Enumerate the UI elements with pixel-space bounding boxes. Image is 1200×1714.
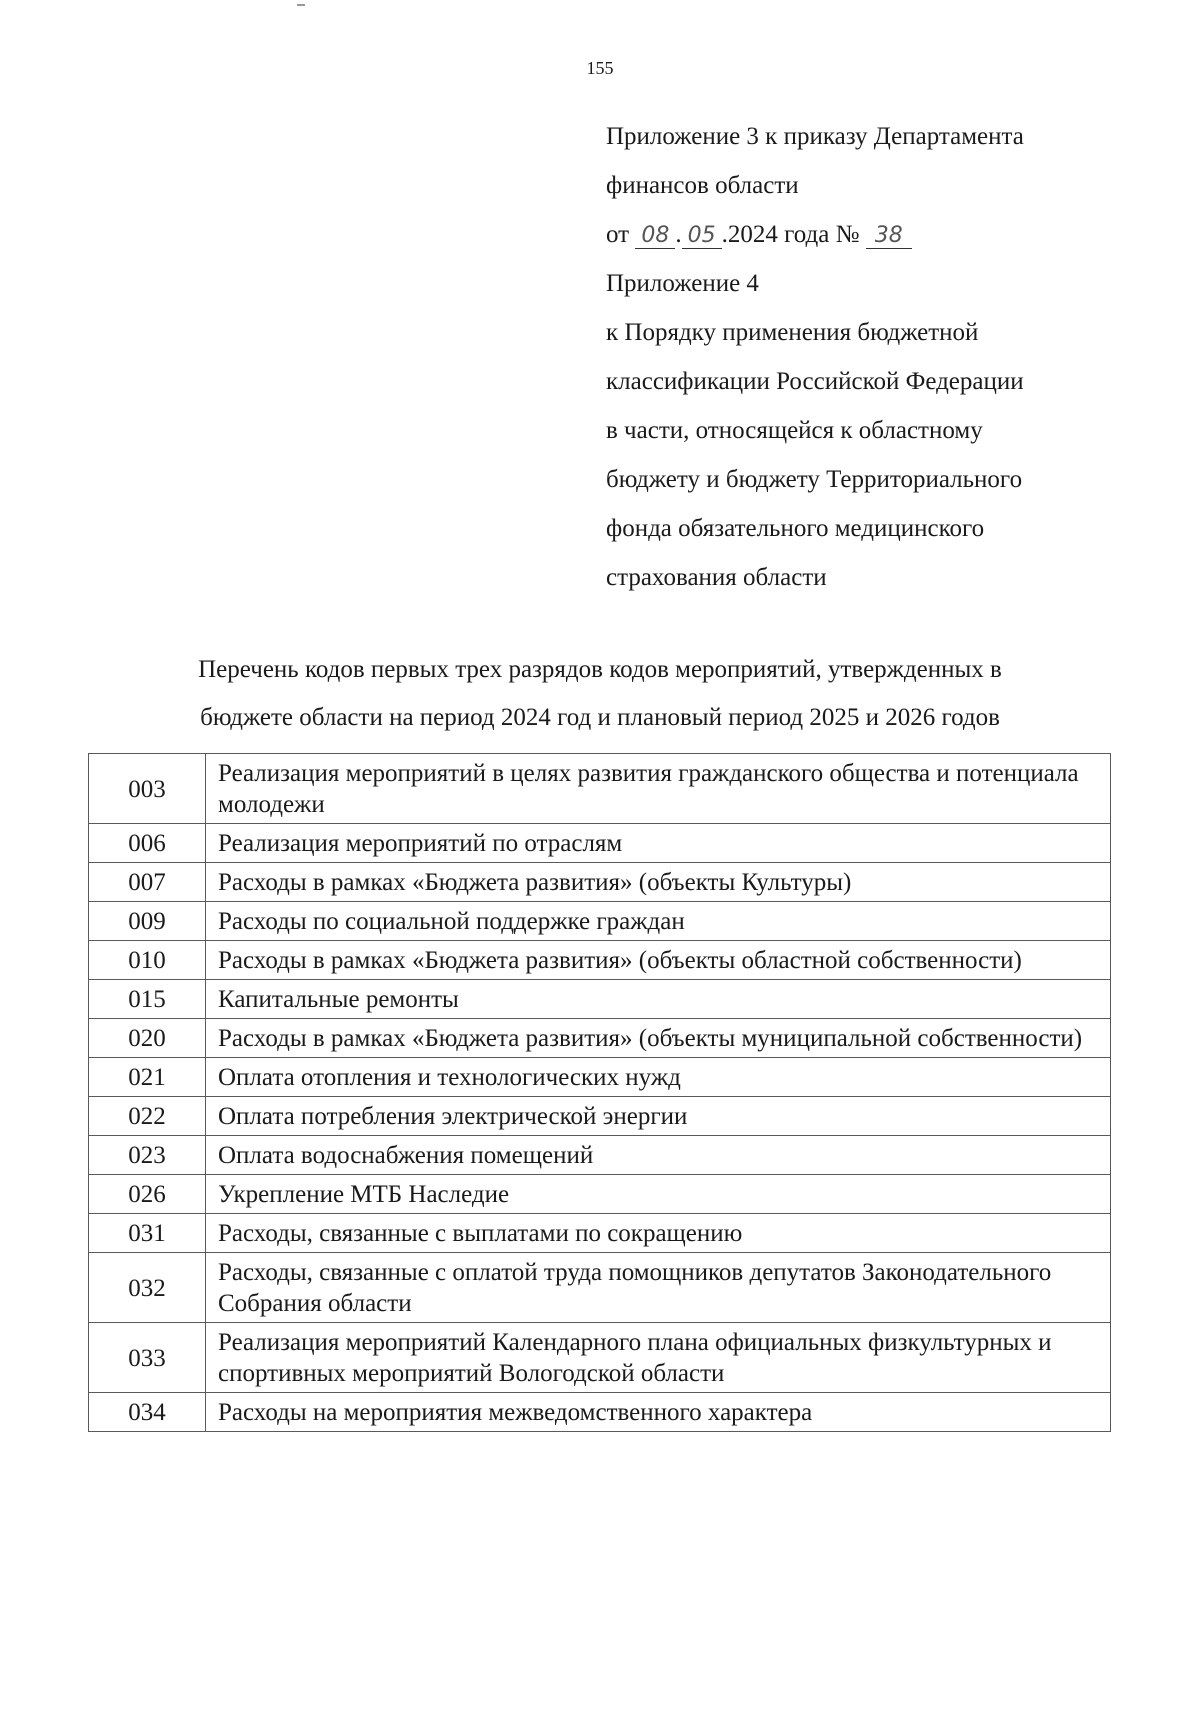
description-cell: Расходы в рамках «Бюджета развития» (объекты областной собственности) [206, 941, 1111, 980]
code-cell: 032 [89, 1253, 206, 1323]
description-cell: Реализация мероприятий Календарного плана официальных физкультурных и спортивных мероприятий Вологодской области [206, 1323, 1111, 1393]
description-cell: Оплата отопления и технологических нужд [206, 1058, 1111, 1097]
codes-table [88, 753, 1111, 1432]
code-cell: 015 [89, 980, 206, 1019]
table-row [89, 902, 1111, 941]
appendix-line-7: в части, относящейся к областному [606, 417, 983, 444]
description-cell: Капитальные ремонты [206, 980, 1111, 1019]
code-cell: 031 [89, 1214, 206, 1253]
description-cell: Оплата потребления электрической энергии [206, 1097, 1111, 1136]
table-row [89, 1175, 1111, 1214]
date-suffix: .2024 года № [721, 221, 866, 248]
code-cell: 003 [89, 754, 206, 824]
code-cell: 023 [89, 1136, 206, 1175]
code-cell: 022 [89, 1097, 206, 1136]
code-cell: 034 [89, 1393, 206, 1432]
description-cell: Расходы, связанные с выплатами по сокращению [206, 1214, 1111, 1253]
table-row [89, 1323, 1111, 1393]
table-row [89, 941, 1111, 980]
table-row [89, 754, 1111, 824]
table-row [89, 980, 1111, 1019]
table-row [89, 824, 1111, 863]
code-cell: 026 [89, 1175, 206, 1214]
code-cell: 010 [89, 941, 206, 980]
description-cell: Расходы в рамках «Бюджета развития» (объекты муниципальной собственности) [206, 1019, 1111, 1058]
table-row [89, 1019, 1111, 1058]
description-cell: Реализация мероприятий в целях развития гражданского общества и потенциала молодежи [206, 754, 1111, 824]
appendix-line-6: классификации Российской Федерации [606, 368, 1024, 395]
appendix-line-4: Приложение 4 [606, 270, 759, 297]
appendix-line-2: финансов области [606, 172, 799, 199]
appendix-date-line [606, 210, 1126, 259]
description-cell: Расходы в рамках «Бюджета развития» (объекты Культуры) [206, 863, 1111, 902]
handwritten-date-month: 05 [682, 224, 722, 249]
table-row [89, 1253, 1111, 1323]
handwritten-date-day: 08 [635, 224, 675, 249]
appendix-line-1: Приложение 3 к приказу Департамента [606, 123, 1024, 150]
code-cell: 033 [89, 1323, 206, 1393]
description-cell: Укрепление МТБ Наследие [206, 1175, 1111, 1214]
table-row [89, 1058, 1111, 1097]
table-row [89, 1136, 1111, 1175]
appendix-line-9: фонда обязательного медицинского [606, 515, 985, 542]
description-cell: Реализация мероприятий по отраслям [206, 824, 1111, 863]
description-cell: Расходы, связанные с оплатой труда помощников депутатов Законодательного Собрания области [206, 1253, 1111, 1323]
table-row [89, 1097, 1111, 1136]
appendix-header [606, 112, 1126, 602]
date-prefix: от [606, 221, 636, 248]
document-title-line-2: бюджете области на период 2024 год и плановый период 2025 и 2026 годов [200, 704, 1000, 731]
code-cell: 020 [89, 1019, 206, 1058]
table-row [89, 863, 1111, 902]
date-separator: . [675, 221, 682, 248]
scan-artifact [297, 4, 305, 6]
description-cell: Расходы на мероприятия межведомственного характера [206, 1393, 1111, 1432]
appendix-line-10: страхования области [606, 564, 827, 591]
code-cell: 006 [89, 824, 206, 863]
appendix-line-8: бюджету и бюджету Территориального [606, 466, 1023, 493]
code-cell: 009 [89, 902, 206, 941]
description-cell: Расходы по социальной поддержке граждан [206, 902, 1111, 941]
table-row [89, 1214, 1111, 1253]
code-cell: 007 [89, 863, 206, 902]
document-title-line-1: Перечень кодов первых трех разрядов кодов мероприятий, утвержденных в [198, 656, 1002, 683]
appendix-line-5: к Порядку применения бюджетной [606, 319, 979, 346]
table-row [89, 1393, 1111, 1432]
page-number: 155 [586, 58, 614, 78]
description-cell: Оплата водоснабжения помещений [206, 1136, 1111, 1175]
document-title [100, 646, 1100, 742]
code-cell: 021 [89, 1058, 206, 1097]
handwritten-order-number: 38 [866, 224, 912, 249]
